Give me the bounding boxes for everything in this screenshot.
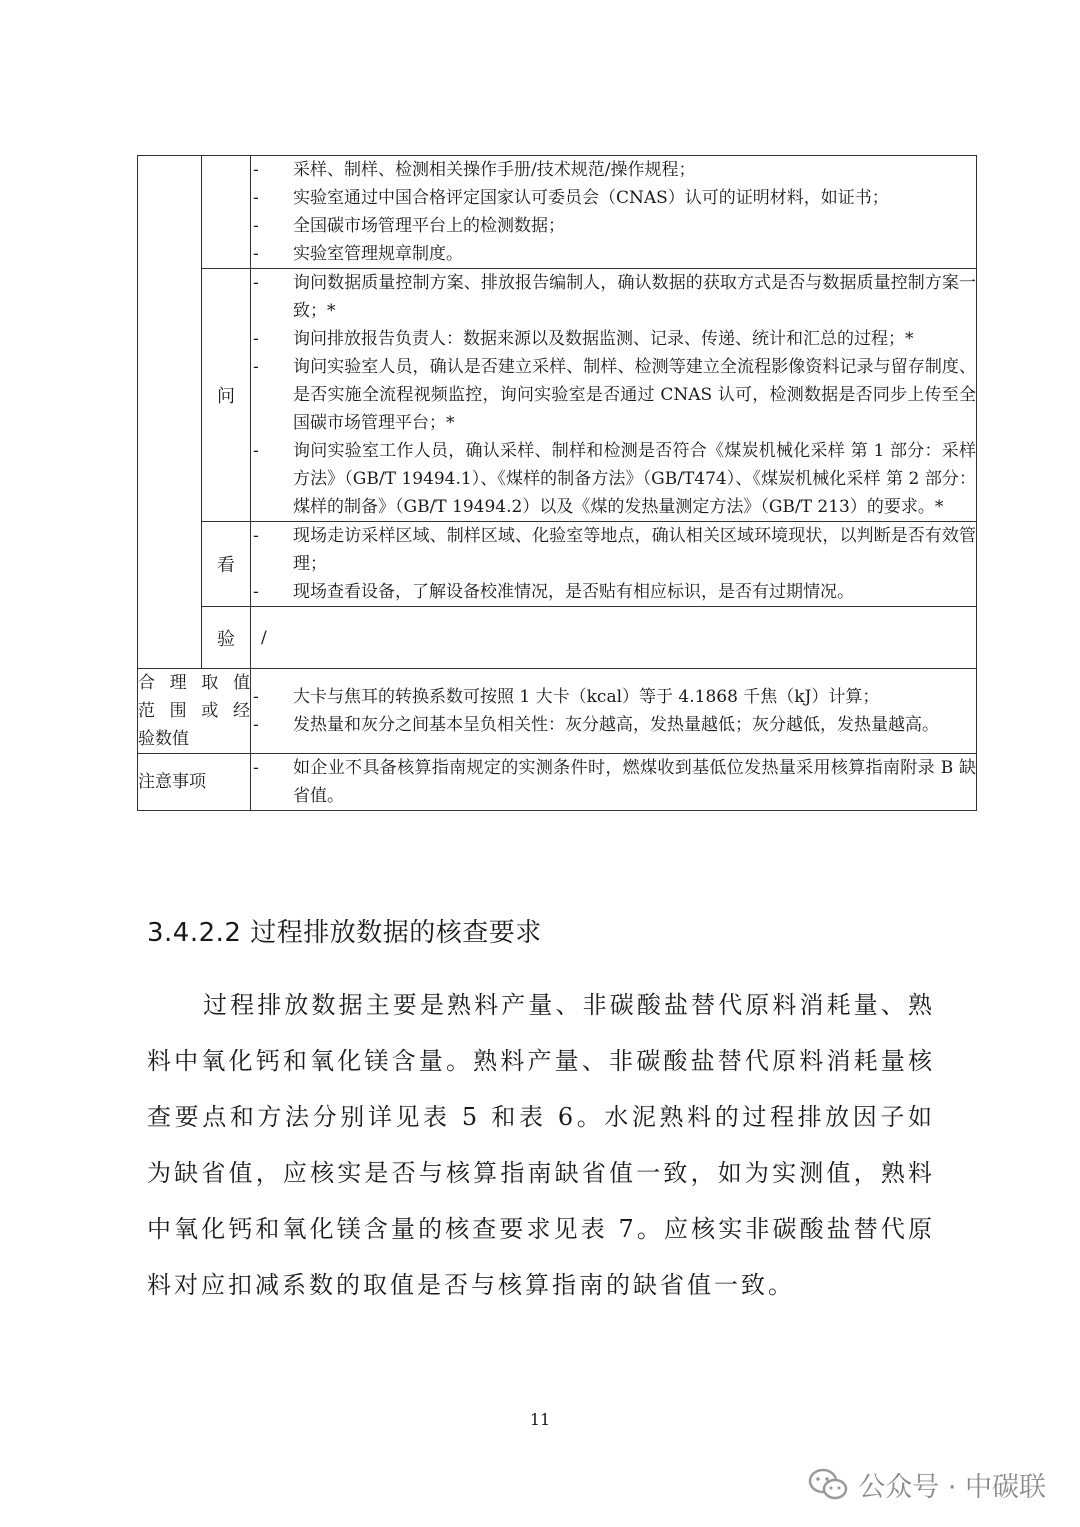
notes-label: 注意事项 (138, 754, 251, 811)
method-look: 看 (202, 522, 251, 607)
table-row-verify (138, 607, 977, 669)
watermark-text: 公众号 · 中碳联 (858, 1472, 1046, 1503)
method-verify: 验 (202, 607, 251, 669)
list-item: - 实验室管理规章制度。 (253, 244, 463, 264)
items-notes (251, 754, 977, 811)
table-row-documents (138, 156, 977, 269)
list-item: - 采样、制样、检测相关操作手册/技术规范/操作规程； (253, 160, 696, 180)
list-item: - 询问数据质量控制方案、排放报告编制人，确认数据的获取方式是否与数据质量控制方案一致；* (253, 273, 976, 321)
list-item: - 询问排放报告负责人：数据来源以及数据监测、记录、传递、统计和汇总的过程；* (253, 329, 914, 349)
items-look (251, 522, 977, 607)
items-range (251, 669, 977, 754)
list-item: - 实验室通过中国合格评定国家认可委员会（CNAS）认可的证明材料，如证书； (253, 188, 889, 208)
list-item: - 全国碳市场管理平台上的检测数据； (253, 216, 565, 236)
body-paragraph: 过程排放数据主要是熟料产量、非碳酸盐替代原料消耗量、熟料中氧化钙和氧化镁含量。熟料产量、非碳酸盐替代原料消耗量核查要点和方法分别详见表 5 和表 6。水泥熟料的过程排放因子如为缺省值，应核实是否与核算指南缺省值一致，如为实测值，熟料中氧化钙和氧化镁含量的核查要求见表 7。应核实非碳酸盐替代原料对应扣减系数的取值是否与核算指南的缺省值一致。 (147, 991, 935, 1299)
wechat-icon (808, 1468, 848, 1502)
merged-empty-cell (138, 156, 202, 669)
list-item: - 询问实验室工作人员，确认采样、制样和检测是否符合《煤炭机械化采样 第 1 部分：采样方法》（GB/T 19494.1）、《煤样的制备方法》（GB/T474）、《煤炭机械化采样 第 2 部分：煤样的制备》（GB/T 19494.2）以及《煤的发热量测定方法》（GB/T 213）的要求。* (253, 441, 976, 517)
items-ask (251, 269, 977, 522)
list-item: - 如企业不具备核算指南规定的实测条件时，燃煤收到基低位发热量采用核算指南附录 B 缺省值。 (253, 758, 976, 806)
method-cell-empty (202, 156, 251, 269)
table-row-notes (138, 754, 977, 811)
range-label: 合理取值 范围或经 验数值 (138, 669, 251, 754)
items-documents (251, 156, 977, 269)
list-item: - 询问实验室人员，确认是否建立采样、制样、检测等建立全流程影像资料记录与留存制度、是否实施全流程视频监控，询问实验室是否通过 CNAS 认可，检测数据是否同步上传至全国碳市场管理平台；* (253, 357, 976, 433)
method-ask: 问 (202, 269, 251, 522)
list-item: - 现场查看设备，了解设备校准情况，是否贴有相应标识，是否有过期情况。 (253, 582, 854, 602)
table-row-range (138, 669, 977, 754)
section-heading: 3.4.2.2 过程排放数据的核查要求 (147, 918, 542, 948)
list-item: - 大卡与焦耳的转换系数可按照 1 大卡（kcal）等于 4.1868 千焦（kJ）计算； (253, 687, 880, 707)
items-verify: / (251, 607, 977, 669)
table-row-look (138, 522, 977, 607)
page-number: 11 (529, 1410, 551, 1429)
table-row-ask (138, 269, 977, 522)
list-item: - 现场走访采样区域、制样区域、化验室等地点，确认相关区域环境现状，以判断是否有效管理； (253, 526, 976, 574)
list-item: - 发热量和灰分之间基本呈负相关性：灰分越高，发热量越低；灰分越低，发热量越高。 (253, 715, 939, 735)
verification-table (137, 155, 977, 811)
watermark (808, 1465, 1046, 1504)
